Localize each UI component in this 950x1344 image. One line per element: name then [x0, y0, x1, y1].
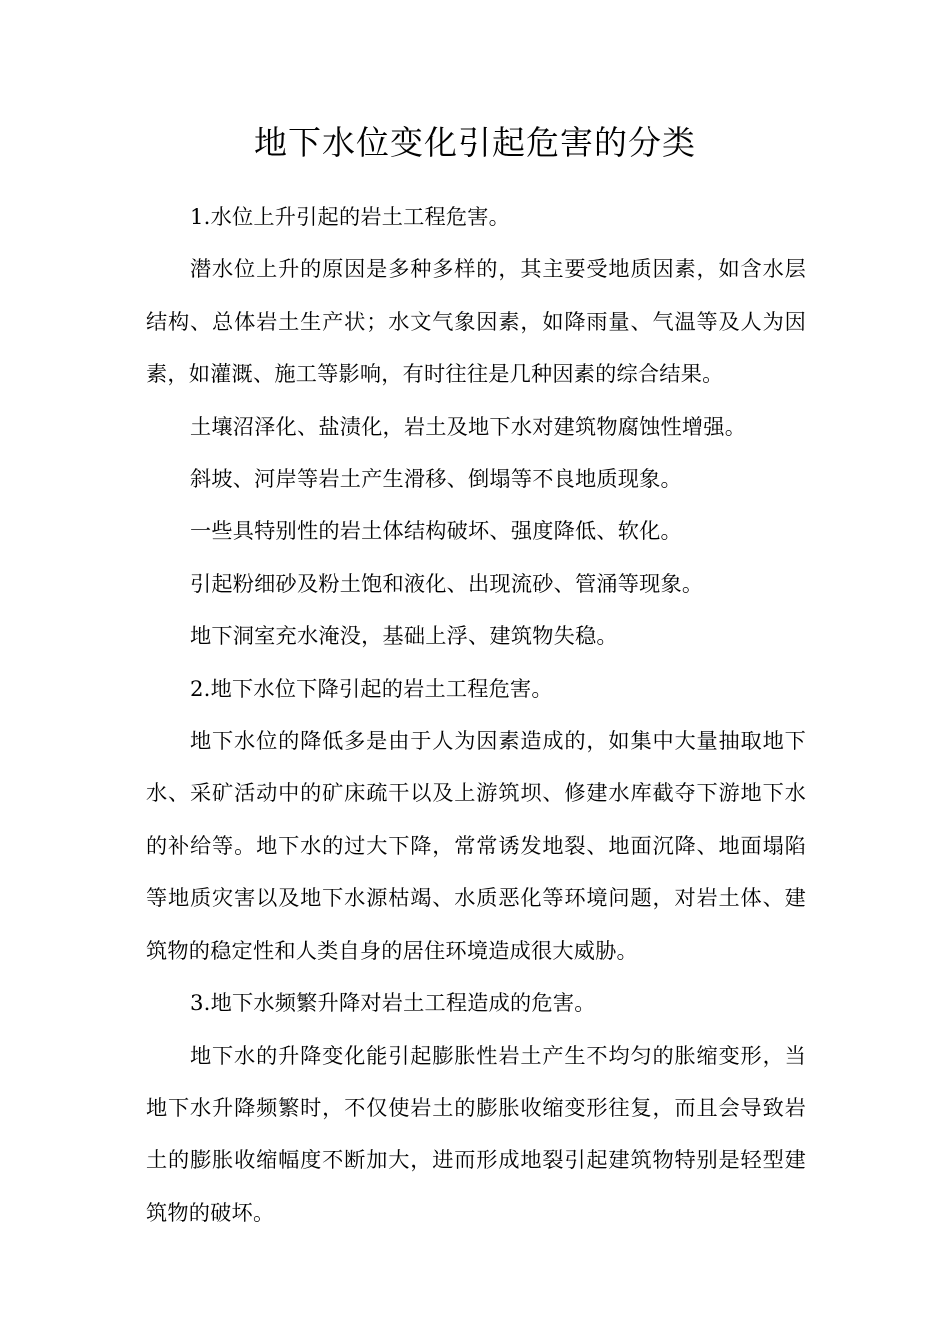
paragraph: 潜水位上升的原因是多种多样的，其主要受地质因素，如含水层结构、总体岩土生产状；水文气象因素，如降雨量、气温等及人为因素，如灌溉、施工等影响，有时往往是几种因素的综合结果。 — [146, 256, 806, 387]
document-title: 地下水位变化引起危害的分类 — [254, 123, 696, 162]
section-heading-2: 2.地下水位下降引起的岩土工程危害。 — [190, 675, 553, 701]
list-item: 地下洞室充水淹没，基础上浮、建筑物失稳。 — [190, 623, 618, 649]
paragraph: 地下水位的降低多是由于人为因素造成的，如集中大量抽取地下水、采矿活动中的矿床疏干以及上游筑坝、修建水库截夺下游地下水的补给等。地下水的过大下降，常常诱发地裂、地面沉降、地面塌陷等地质灾害以及地下水源枯竭、水质恶化等环境问题，对岩土体、建筑物的稳定性和人类自身的居住环境造成很大威胁。 — [146, 728, 806, 963]
list-item: 土壤沼泽化、盐渍化，岩土及地下水对建筑物腐蚀性增强。 — [190, 413, 747, 439]
document-body — [146, 191, 806, 1239]
section-heading-1: 1.水位上升引起的岩土工程危害。 — [190, 204, 511, 229]
section-heading-3: 3.地下水频繁升降对岩土工程造成的危害。 — [190, 990, 596, 1016]
list-item: 斜坡、河岸等岩土产生滑移、倒塌等不良地质现象。 — [190, 466, 682, 492]
list-item: 引起粉细砂及粉土饱和液化、出现流砂、管涌等现象。 — [190, 570, 704, 596]
list-item: 一些具特别性的岩土体结构破坏、强度降低、软化。 — [190, 518, 682, 544]
paragraph: 地下水的升降变化能引起膨胀性岩土产生不均匀的胀缩变形，当地下水升降频繁时，不仅使岩土的膨胀收缩变形往复，而且会导致岩土的膨胀收缩幅度不断加大，进而形成地裂引起建筑物特别是轻型建筑物的破坏。 — [146, 1042, 806, 1225]
